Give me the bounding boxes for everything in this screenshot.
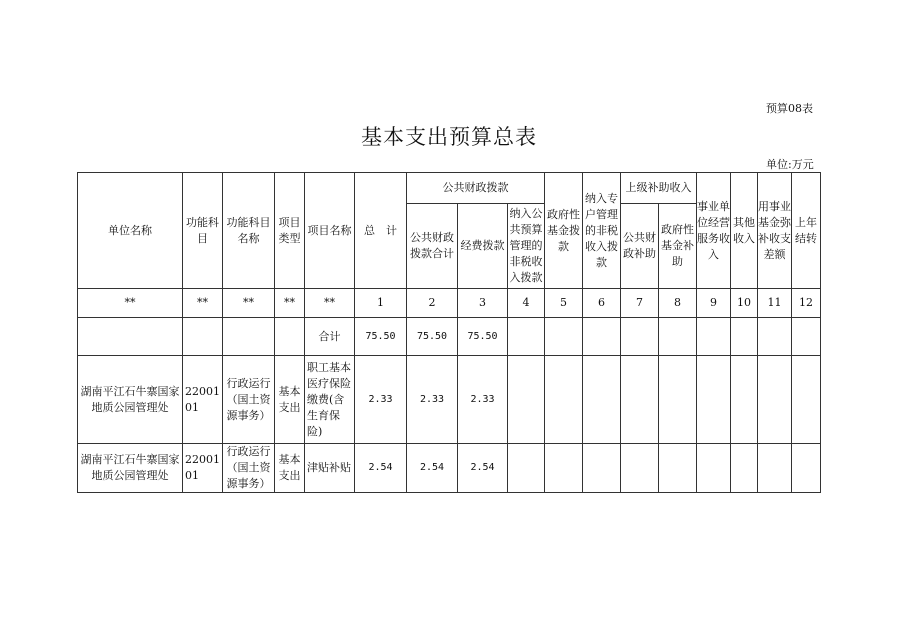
col-header-public-subsidy: 公共财政补助 [621, 204, 659, 289]
col-header-proj-name: 项目名称 [305, 173, 355, 289]
index-cell: 1 [355, 289, 407, 318]
public-finance-cell: 2.33 [407, 356, 458, 444]
budget-table [77, 172, 821, 493]
total-public-finance: 75.50 [407, 318, 458, 356]
index-cell: ** [275, 289, 305, 318]
func-name-cell: 行政运行（国土资源事务） [223, 356, 275, 444]
col-header-superior-subsidy: 上级补助收入 [621, 173, 697, 204]
col-header-nontax-special: 纳入专户管理的非税收入拨款 [583, 173, 621, 289]
total-cell: 2.33 [355, 356, 407, 444]
col-header-proj-type: 项目类型 [275, 173, 305, 289]
operating-approp-cell: 2.33 [458, 356, 508, 444]
col-header-func-code: 功能科目 [183, 173, 223, 289]
public-finance-cell: 2.54 [407, 444, 458, 493]
unit-name-cell: 湖南平江石牛寨国家地质公园管理处 [78, 356, 183, 444]
total-label: 合计 [305, 318, 355, 356]
operating-approp-cell: 2.54 [458, 444, 508, 493]
index-cell: ** [183, 289, 223, 318]
col-header-carryover: 上年结转 [792, 173, 821, 289]
index-cell: 12 [792, 289, 821, 318]
total-cell: 2.54 [355, 444, 407, 493]
func-name-cell: 行政运行（国土资源事务） [223, 444, 275, 493]
col-header-business-income: 事业单位经营服务收入 [697, 173, 731, 289]
col-header-gov-fund-subsidy: 政府性基金补助 [659, 204, 697, 289]
index-cell: ** [305, 289, 355, 318]
col-header-other-income: 其他收入 [731, 173, 758, 289]
unit-name-cell: 湖南平江石牛寨国家地质公园管理处 [78, 444, 183, 493]
index-cell: ** [223, 289, 275, 318]
index-cell: 10 [731, 289, 758, 318]
total-row [78, 318, 821, 356]
index-cell: ** [78, 289, 183, 318]
proj-type-cell: 基本支出 [275, 356, 305, 444]
col-header-gov-fund-approp: 政府性基金拨款 [545, 173, 583, 289]
total-value: 75.50 [355, 318, 407, 356]
table-row [78, 356, 821, 444]
index-row [78, 289, 821, 318]
table-row [78, 444, 821, 493]
page-title: 基本支出预算总表 [361, 125, 537, 149]
unit-label: 单位:万元 [766, 158, 814, 171]
col-header-nontax-in-budget: 纳入公共预算管理的非税收入拨款 [508, 204, 545, 289]
index-cell: 9 [697, 289, 731, 318]
index-cell: 2 [407, 289, 458, 318]
func-code-cell: 2200101 [183, 444, 223, 493]
index-cell: 11 [758, 289, 792, 318]
col-header-public-finance: 公共财政拨款 [407, 173, 545, 204]
index-cell: 5 [545, 289, 583, 318]
form-number: 预算08表 [766, 102, 813, 115]
col-header-fund-offset: 用事业基金弥补收支差额 [758, 173, 792, 289]
total-operating-approp: 75.50 [458, 318, 508, 356]
index-cell: 4 [508, 289, 545, 318]
func-code-cell: 2200101 [183, 356, 223, 444]
proj-name-cell: 职工基本医疗保险缴费(含生育保险) [305, 356, 355, 444]
index-cell: 6 [583, 289, 621, 318]
col-header-public-finance-total: 公共财政拨款合计 [407, 204, 458, 289]
proj-type-cell: 基本支出 [275, 444, 305, 493]
col-header-func-name: 功能科目名称 [223, 173, 275, 289]
proj-name-cell: 津贴补贴 [305, 444, 355, 493]
index-cell: 7 [621, 289, 659, 318]
col-header-operating-approp: 经费拨款 [458, 204, 508, 289]
index-cell: 3 [458, 289, 508, 318]
col-header-total: 总 计 [355, 173, 407, 289]
col-header-unit-name: 单位名称 [78, 173, 183, 289]
index-cell: 8 [659, 289, 697, 318]
